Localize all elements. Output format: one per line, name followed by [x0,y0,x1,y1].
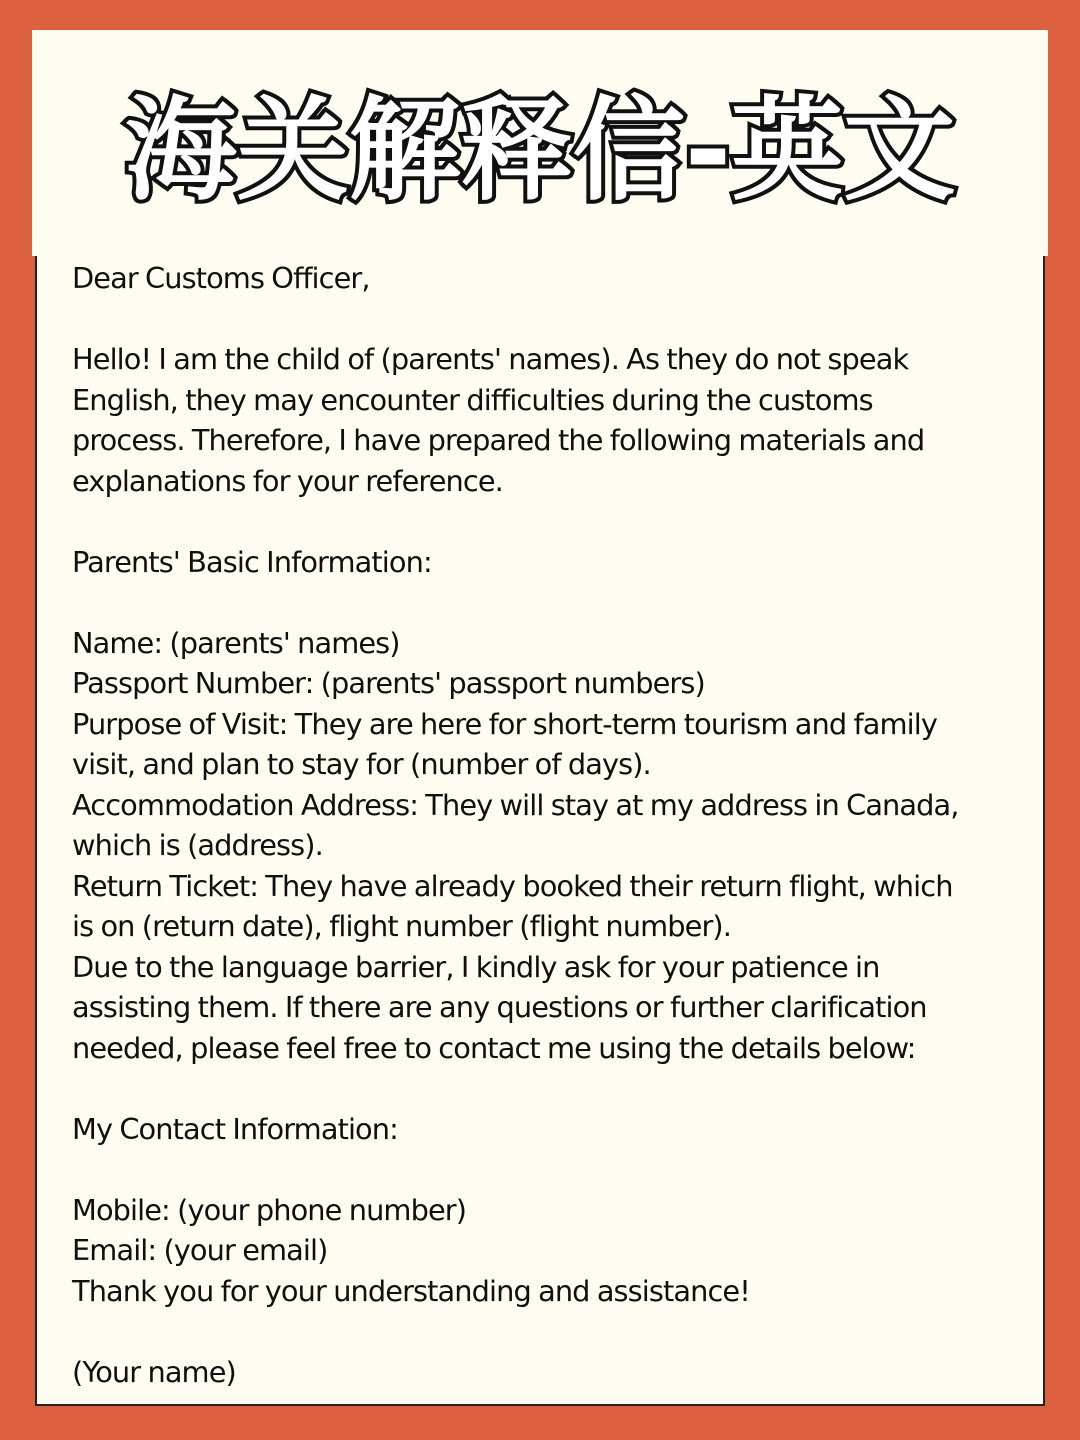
paragraph-gap [72,582,1007,623]
basic-info-line: Accommodation Address: They will stay at my address in Canada, [72,787,959,822]
basic-info-line: needed, please feel free to contact me using the details below: [72,1030,916,1065]
page-title: 海关解释信-英文 [124,86,956,216]
intro-line: Hello! I am the child of (parents' names). As they do not speak [72,342,909,376]
basic-info-line: Passport Number: (parents' passport numbers) [72,666,705,700]
basic-info-heading: Parents' Basic Information: [72,544,432,579]
header-card [32,30,1048,256]
signature: (Your name) [72,1354,236,1389]
basic-info-line: visit, and plan to stay for (number of days). [72,747,651,781]
paragraph-gap [72,1311,1007,1352]
basic-info-line: Purpose of Visit: They are here for short-term tourism and family [72,706,937,741]
contact-line: Thank you for your understanding and assistance! [72,1273,750,1308]
paragraph-gap [72,501,1007,542]
contact-line: Mobile: (your phone number) [72,1192,467,1227]
paragraph-gap [72,1149,1007,1190]
basic-info-line: is on (return date), flight number (flight number). [72,909,731,943]
basic-info-line: Return Ticket: They have already booked their return flight, which [72,868,953,903]
contact-heading: My Contact Information: [72,1111,398,1146]
letter-salutation: Dear Customs Officer, [72,261,370,295]
paragraph-gap [72,299,1007,340]
basic-info-line: assisting them. If there are any questions or further clarification [72,990,927,1024]
contact-line: Email: (your email) [72,1233,328,1267]
letter-body [72,258,1007,1392]
intro-line: process. Therefore, I have prepared the following materials and [72,423,925,457]
basic-info-line: Name: (parents' names) [72,625,400,660]
basic-info-line: Due to the language barrier, I kindly ask for your patience in [72,949,880,984]
intro-line: explanations for your reference. [72,463,503,498]
basic-info-line: which is (address). [72,828,323,862]
intro-line: English, they may encounter difficulties during the customs [72,382,873,417]
paragraph-gap [72,1068,1007,1109]
letter-card [35,256,1045,1406]
